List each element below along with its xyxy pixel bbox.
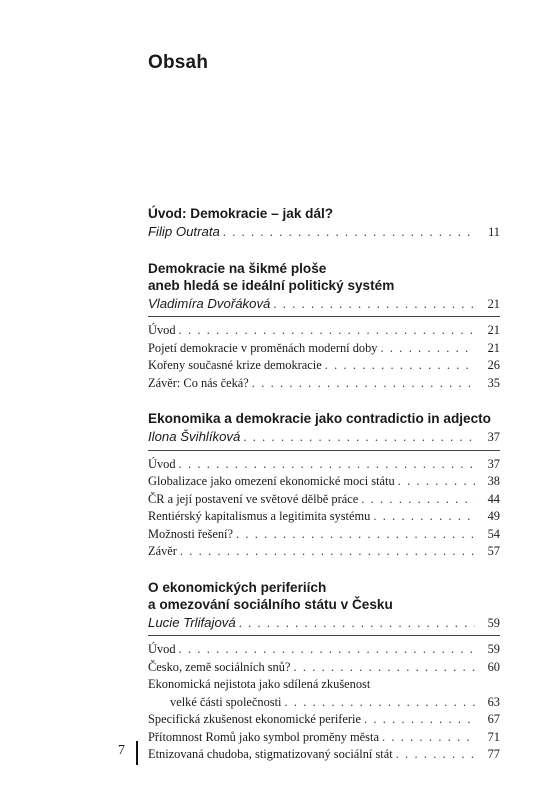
toc-entry-multiline[interactable] [148, 676, 500, 694]
page-number: 67 [487, 712, 500, 726]
toc-entry[interactable] [148, 746, 500, 764]
page-number: 44 [487, 491, 500, 506]
section-heading: Demokracie na šikmé ploše [148, 260, 327, 276]
toc-entry[interactable] [148, 322, 500, 340]
page-number: 21 [487, 296, 500, 311]
toc-entry-continuation[interactable] [148, 694, 500, 712]
page-number: 57 [487, 544, 500, 558]
entry-label: Kořeny současné krize demokracie [148, 358, 322, 372]
author-name: Lucie Trlifajová [148, 614, 236, 630]
page-number: 37 [487, 456, 500, 471]
section-heading-line-2: a omezování sociálního státu v Česku [148, 596, 393, 612]
author-name: Ilona Švihlíková [148, 429, 241, 444]
dot-leader [179, 322, 475, 340]
page-number: 35 [487, 375, 500, 390]
toc-section [148, 579, 500, 764]
entry-label: Specifická zkušenost ekonomické periferie [148, 712, 361, 726]
toc-entry[interactable] [148, 508, 500, 526]
dot-leader [381, 340, 475, 358]
toc-entry[interactable] [148, 543, 500, 561]
section-heading: Úvod: Demokracie – jak dál? [148, 206, 334, 221]
author-entry[interactable] [148, 223, 500, 242]
entry-label: Závěr: Co nás čeká? [148, 375, 249, 390]
dot-leader [361, 491, 475, 509]
page-number: 60 [487, 659, 500, 674]
page-number: 63 [487, 694, 500, 709]
toc-section [148, 205, 500, 242]
entry-label: Úvod [148, 323, 176, 337]
dot-leader [396, 746, 475, 764]
dot-leader [293, 659, 475, 677]
toc-section [148, 410, 500, 561]
page-title: Obsah [148, 52, 209, 73]
page-number: 54 [487, 526, 500, 541]
toc-entry[interactable] [148, 357, 500, 375]
entry-label: Globalizace jako omezení ekonomické moci státu [148, 474, 395, 488]
page-number: 37 [487, 430, 500, 444]
entry-label-continuation: velké části společnosti [170, 694, 282, 709]
entry-label: Ekonomická nejistota jako sdílená zkušenost [148, 677, 371, 691]
page-number: 38 [487, 474, 500, 488]
toc-entry[interactable] [148, 729, 500, 747]
entry-label: Závěr [148, 544, 177, 558]
page-number: 21 [487, 323, 500, 337]
entry-label: ČR a její postavení ve světové dělbě práce [148, 491, 359, 506]
page-number: 26 [487, 358, 500, 372]
author-entry[interactable] [148, 614, 500, 633]
toc-entry[interactable] [148, 375, 500, 393]
folio-rule [136, 741, 138, 765]
toc-entry[interactable] [148, 659, 500, 677]
toc-section [148, 260, 500, 393]
section-heading: Ekonomika a demokracie jako contradictio in adjecto [148, 411, 491, 426]
section-heading: O ekonomických periferiích [148, 579, 327, 595]
entry-label: Česko, země sociálních snů? [148, 659, 291, 674]
dot-leader [373, 508, 475, 526]
toc-entry[interactable] [148, 456, 500, 474]
table-of-contents [148, 205, 500, 782]
dot-leader [179, 641, 475, 659]
dot-leader [252, 375, 475, 393]
dot-leader [398, 473, 475, 491]
divider [148, 635, 500, 636]
page-number: 71 [487, 729, 500, 744]
page-folio: 7 [118, 743, 125, 758]
dot-leader [179, 456, 475, 474]
dot-leader [180, 543, 475, 561]
entry-label: Rentiérský kapitalismus a legitimita systému [148, 509, 371, 523]
dot-leader [273, 296, 475, 314]
page-number: 59 [487, 615, 500, 630]
author-name: Filip Outrata [148, 224, 220, 239]
entry-label: Úvod [148, 456, 176, 471]
dot-leader [236, 526, 475, 544]
entry-label: Úvod [148, 642, 176, 656]
toc-entry[interactable] [148, 526, 500, 544]
toc-entry[interactable] [148, 473, 500, 491]
divider [148, 450, 500, 451]
author-name: Vladimíra Dvořáková [148, 295, 271, 311]
toc-entry[interactable] [148, 641, 500, 659]
section-heading-line-2: aneb hledá se ideální politický systém [148, 277, 395, 293]
toc-entry[interactable] [148, 340, 500, 358]
author-entry[interactable] [148, 428, 500, 447]
dot-leader [285, 694, 476, 712]
page-number: 59 [487, 642, 500, 656]
author-entry[interactable] [148, 295, 500, 314]
dot-leader [223, 224, 475, 242]
dot-leader [243, 429, 475, 447]
dot-leader [325, 357, 475, 375]
entry-label: Možnosti řešení? [148, 526, 233, 541]
entry-label: Přítomnost Romů jako symbol proměny města [148, 729, 379, 744]
dot-leader [382, 729, 475, 747]
dot-leader [364, 711, 475, 729]
dot-leader [239, 615, 475, 633]
page-number: 21 [487, 340, 500, 355]
page-number: 49 [487, 509, 500, 523]
toc-entry[interactable] [148, 711, 500, 729]
entry-label: Etnizovaná chudoba, stigmatizovaný sociální stát [148, 747, 393, 761]
toc-entry[interactable] [148, 491, 500, 509]
page-number: 77 [487, 747, 500, 761]
divider [148, 316, 500, 317]
entry-label: Pojetí demokracie v proměnách moderní doby [148, 340, 378, 355]
page-number: 11 [488, 225, 500, 239]
